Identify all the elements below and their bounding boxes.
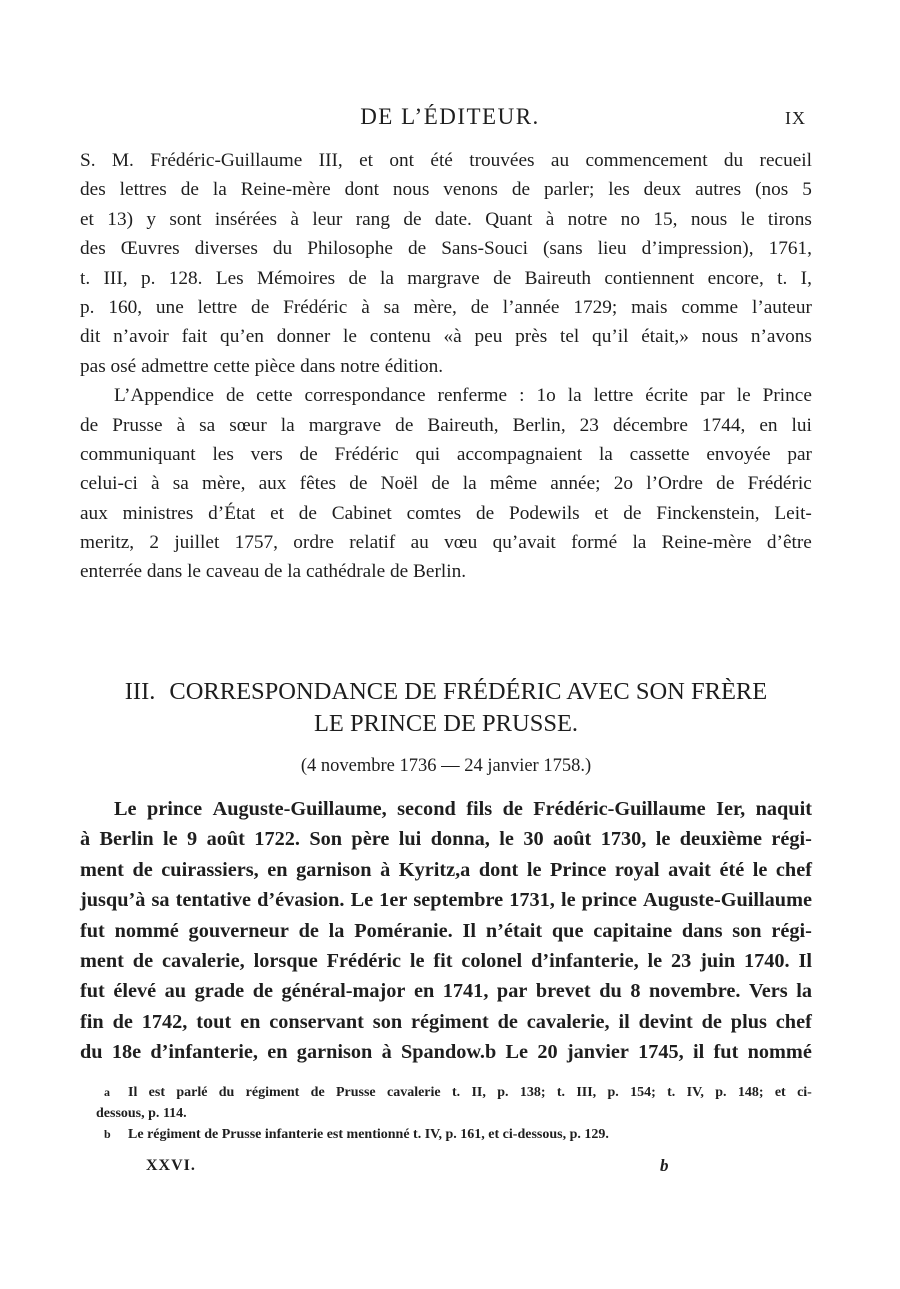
body-line: Le prince Auguste-Guillaume, second fils de Frédéric-Guillaume Ier, naquit <box>114 798 812 820</box>
footnotes <box>96 1082 812 1145</box>
intro-line: p. 160, une lettre de Frédéric à sa mère, de l’année 1729; mais comme l’auteur <box>80 296 812 318</box>
section-title-line2: LE PRINCE DE PRUSSE. <box>313 710 579 737</box>
body-line: fut nommé gouverneur de la Poméranie. Il n’était que capitaine dans son régi- <box>80 919 812 942</box>
body-line: du 18e d’infanterie, en garnison à Spandow.b Le 20 janvier 1745, il fut nommé <box>80 1041 812 1064</box>
intro-paragraphs <box>80 146 812 587</box>
intro-line: enterrée dans le caveau de la cathédrale de Berlin. <box>80 561 467 583</box>
intro-line: t. III, p. 128. Les Mémoires de la margrave de Baireuth contiennent encore, t. I, <box>80 267 812 289</box>
page-number: IX <box>785 108 806 128</box>
intro-line: S. M. Frédéric-Guillaume III, et ont été trouvées au commencement du recueil <box>80 150 812 171</box>
body-line: fin de 1742, tout en conservant son régiment de cavalerie, il devint de plus chef <box>80 1010 812 1033</box>
section-number: III. <box>124 678 156 705</box>
intro-line: de Prusse à sa sœur la margrave de Baireuth, Berlin, 23 décembre 1744, en lui <box>80 414 812 436</box>
footnote-a-line2: dessous, p. 114. <box>96 1106 187 1121</box>
intro-line: des lettres de la Reine-mère dont nous venons de parler; les deux autres (nos 5 <box>80 179 812 201</box>
intro-line: L’Appendice de cette correspondance renferme : 1o la lettre écrite par le Prince <box>114 385 812 407</box>
intro-line: celui-ci à sa mère, aux fêtes de Noël de la même année; 2o l’Ordre de Frédéric <box>80 473 812 495</box>
body-line: fut élevé au grade de général-major en 1741, par brevet du 8 novembre. Vers la <box>80 980 812 1003</box>
intro-line: aux ministres d’État et de Cabinet comtes de Podewils et de Finckenstein, Leit- <box>80 502 812 524</box>
intro-line: et 13) y sont insérées à leur rang de date. Quant à notre no 15, nous le tirons <box>80 208 812 230</box>
intro-line: meritz, 2 juillet 1757, ordre relatif au vœu qu’avait formé la Reine-mère d’être <box>80 532 812 554</box>
section-dates: (4 novembre 1736 — 24 janvier 1758.) <box>300 756 592 776</box>
body-line: ment de cavalerie, lorsque Frédéric le fit colonel d’infanterie, le 23 juin 1740. Il <box>80 949 812 972</box>
signature-letter: b <box>660 1156 669 1175</box>
running-head <box>0 104 900 134</box>
body-line: à Berlin le 9 août 1722. Son père lui donna, le 30 août 1730, le deuxième régi- <box>80 828 812 851</box>
body-line: jusqu’à sa tentative d’évasion. Le 1er septembre 1731, le prince Auguste-Guillaume <box>80 889 812 912</box>
intro-line: des Œuvres diverses du Philosophe de Sans-Souci (sans lieu d’impression), 1761, <box>80 238 812 260</box>
signature-volume: XXVI. <box>146 1157 196 1174</box>
body-paragraph <box>80 794 812 1068</box>
footnote-b-line1: b Le régiment de Prusse infanterie est mentionné t. IV, p. 161, et ci-dessous, p. 129. <box>104 1127 609 1142</box>
body-line: ment de cuirassiers, en garnison à Kyritz,a dont le Prince royal avait été le chef <box>80 858 812 881</box>
running-title: DE L’ÉDITEUR. <box>360 104 540 129</box>
section-title-line1: CORRESPONDANCE DE FRÉDÉRIC AVEC SON FRÈRE <box>169 678 768 705</box>
footnote-a-line1: a Il est parlé du régiment de Prusse cavalerie t. II, p. 138; t. III, p. 154; t. IV, p. 148; et ci- <box>104 1085 812 1100</box>
intro-line: communiquant les vers de Frédéric qui accompagnaient la cassette envoyée par <box>80 443 812 465</box>
intro-line: pas osé admettre cette pièce dans notre édition. <box>80 355 444 377</box>
intro-line: dit n’avoir fait qu’en donner le contenu «à peu près tel qu’il était,» nous n’avons <box>80 326 812 348</box>
section-heading <box>80 676 812 740</box>
